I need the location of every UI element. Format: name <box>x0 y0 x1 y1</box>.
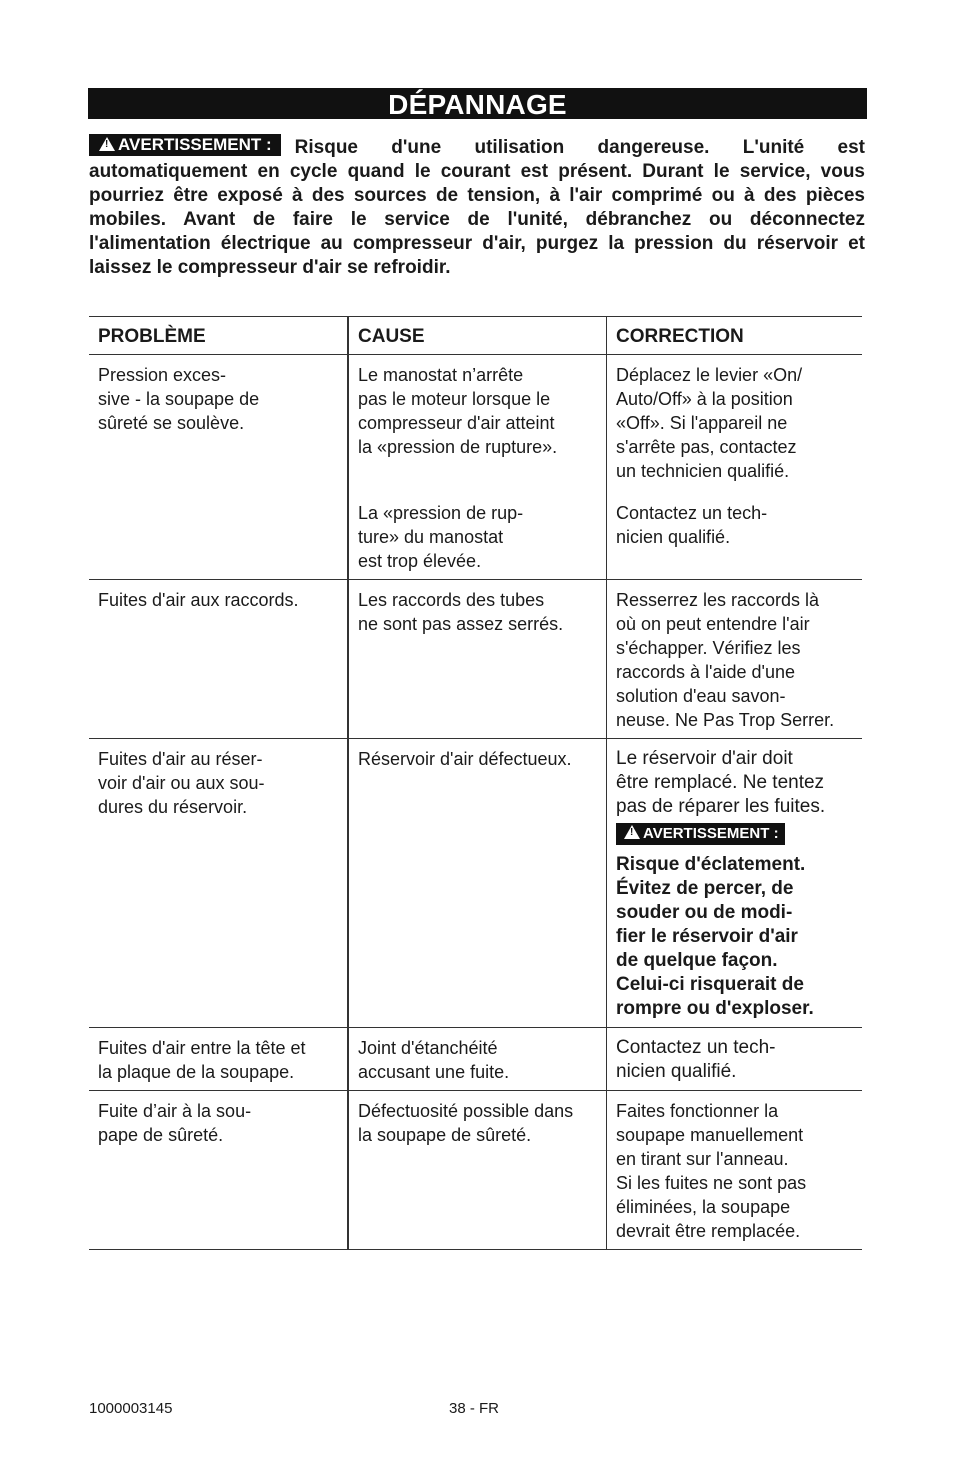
table-row <box>89 1028 862 1091</box>
cause-line: Défectuosité possible dans <box>358 1101 574 1121</box>
correction-line: s'arrête pas, contactez <box>616 437 797 457</box>
page-number: 38 - FR <box>449 1400 500 1417</box>
correction-line: «Off». Si l'appareil ne <box>616 413 788 433</box>
correction-cell <box>607 739 863 1028</box>
problem-line: pape de sûreté. <box>98 1125 224 1145</box>
header-correction: CORRECTION <box>607 317 863 355</box>
correction-line: soupape manuellement <box>616 1125 804 1145</box>
warning-triangle-icon: ! <box>624 825 640 839</box>
correction-cell <box>607 1091 863 1250</box>
warning-badge <box>89 134 281 156</box>
warning-text: Risque d'une utilisation dangereuse. L'unité est automatiquement en cycle quand le courant est présent. Durant le service, vous pourriez être exposé à des sources de tension, à l'air comprimé ou à des pièces mobiles. Avant de faire le service de l'unité, débranchez ou déconnectez l'alimentation électrique au compresseur d'air, purgez la pression du réservoir et laissez le compresseur d'air se refroidir. <box>89 137 865 278</box>
cause-line: Réservoir d'air défectueux. <box>358 749 572 769</box>
correction-line: nicien qualifié. <box>616 527 731 547</box>
cause-line: accusant une fuite. <box>358 1062 510 1082</box>
problem-line: Fuites d'air entre la tête et <box>98 1038 306 1058</box>
document-number: 1000003145 <box>89 1400 173 1417</box>
cause-line: est trop élevée. <box>358 551 482 571</box>
correction-cell <box>607 1028 863 1091</box>
cause-cell <box>348 1028 607 1091</box>
problem-cell <box>89 1091 348 1250</box>
cause-cell <box>348 1091 607 1250</box>
problem-line: sûreté se soulève. <box>98 413 245 433</box>
correction-line: être remplacé. Ne tentez <box>616 772 825 793</box>
title-bar <box>88 88 867 119</box>
warning-line: souder ou de modi- <box>616 902 793 923</box>
correction-line: Resserrez les raccords là <box>616 590 820 610</box>
correction-line: un technicien qualifié. <box>616 461 790 481</box>
cause-line: pas le moteur lorsque le <box>358 389 551 409</box>
correction-line: s'échapper. Vérifiez les <box>616 638 801 658</box>
problem-cell <box>89 580 348 739</box>
problem-cell <box>89 355 348 580</box>
correction-line: Déplacez le levier «On/ <box>616 365 803 385</box>
correction-line: raccords à l'aide d'une <box>616 662 795 682</box>
warning-paragraph <box>89 136 865 280</box>
table-header-row <box>89 317 862 355</box>
problem-line: sive - la soupape de <box>98 389 260 409</box>
problem-line: dures du réservoir. <box>98 797 248 817</box>
troubleshooting-table <box>89 316 862 1250</box>
table-row <box>89 1091 862 1250</box>
correction-line: neuse. Ne Pas Trop Serrer. <box>616 710 835 730</box>
cause-line: ne sont pas assez serrés. <box>358 614 564 634</box>
table-row <box>89 580 862 739</box>
cause-cell <box>348 739 607 1028</box>
warning-line: de quelque façon. <box>616 950 778 971</box>
correction-line: en tirant sur l'anneau. <box>616 1149 789 1169</box>
correction-line: Faites fonctionner la <box>616 1101 779 1121</box>
page-title: DÉPANNAGE <box>388 89 567 120</box>
warning-line: Risque d'éclatement. <box>616 854 806 875</box>
problem-line: voir d'air ou aux sou- <box>98 773 265 793</box>
correction-line: Auto/Off» à la position <box>616 389 793 409</box>
warning-line: rompre ou d'exploser. <box>616 998 814 1019</box>
correction-cell <box>607 580 863 739</box>
cause-line: Le manostat n’arrête <box>358 365 524 385</box>
cause-cell <box>348 580 607 739</box>
cause-line: la soupape de sûreté. <box>358 1125 532 1145</box>
warning-badge <box>616 823 785 845</box>
warning-badge-label: AVERTISSEMENT : <box>118 135 272 154</box>
correction-line: Le réservoir d'air doit <box>616 748 793 769</box>
correction-line: Contactez un tech- <box>616 503 768 523</box>
warning-line: fier le réservoir d'air <box>616 926 798 947</box>
problem-line: Pression exces- <box>98 365 227 385</box>
correction-cell <box>607 489 863 580</box>
problem-cell <box>89 739 348 1028</box>
table-row <box>89 355 862 490</box>
warning-triangle-icon: ! <box>99 137 115 151</box>
correction-line: Si les fuites ne sont pas <box>616 1173 807 1193</box>
correction-cell <box>607 355 863 490</box>
cause-cell <box>348 355 607 490</box>
warning-line: Évitez de percer, de <box>616 878 794 899</box>
correction-line: devrait être remplacée. <box>616 1221 801 1241</box>
correction-line: pas de réparer les fuites. <box>616 796 826 817</box>
cause-line: Joint d'étanchéité <box>358 1038 498 1058</box>
cause-line: la «pression de rupture». <box>358 437 558 457</box>
problem-line: Fuites d'air au réser- <box>98 749 263 769</box>
problem-line: la plaque de la soupape. <box>98 1062 295 1082</box>
correction-line: où on peut entendre l'air <box>616 614 810 634</box>
correction-line: éliminées, la soupape <box>616 1197 791 1217</box>
correction-line: nicien qualifié. <box>616 1061 737 1082</box>
cause-line: Les raccords des tubes <box>358 590 545 610</box>
warning-badge-label: AVERTISSEMENT : <box>643 825 779 842</box>
table-row <box>89 739 862 1028</box>
cause-line: ture» du manostat <box>358 527 504 547</box>
warning-line: Celui-ci risquerait de <box>616 974 804 995</box>
problem-line: Fuite d’air à la sou- <box>98 1101 252 1121</box>
problem-cell <box>89 1028 348 1091</box>
cause-line: La «pression de rup- <box>358 503 524 523</box>
header-probleme: PROBLÈME <box>89 317 348 355</box>
problem-line: Fuites d'air aux raccords. <box>98 590 299 610</box>
cause-cell <box>348 489 607 580</box>
cause-line: compresseur d'air atteint <box>358 413 555 433</box>
correction-line: Contactez un tech- <box>616 1037 776 1058</box>
correction-line: solution d'eau savon- <box>616 686 786 706</box>
tank-warning-text <box>616 853 853 1021</box>
header-cause: CAUSE <box>348 317 607 355</box>
